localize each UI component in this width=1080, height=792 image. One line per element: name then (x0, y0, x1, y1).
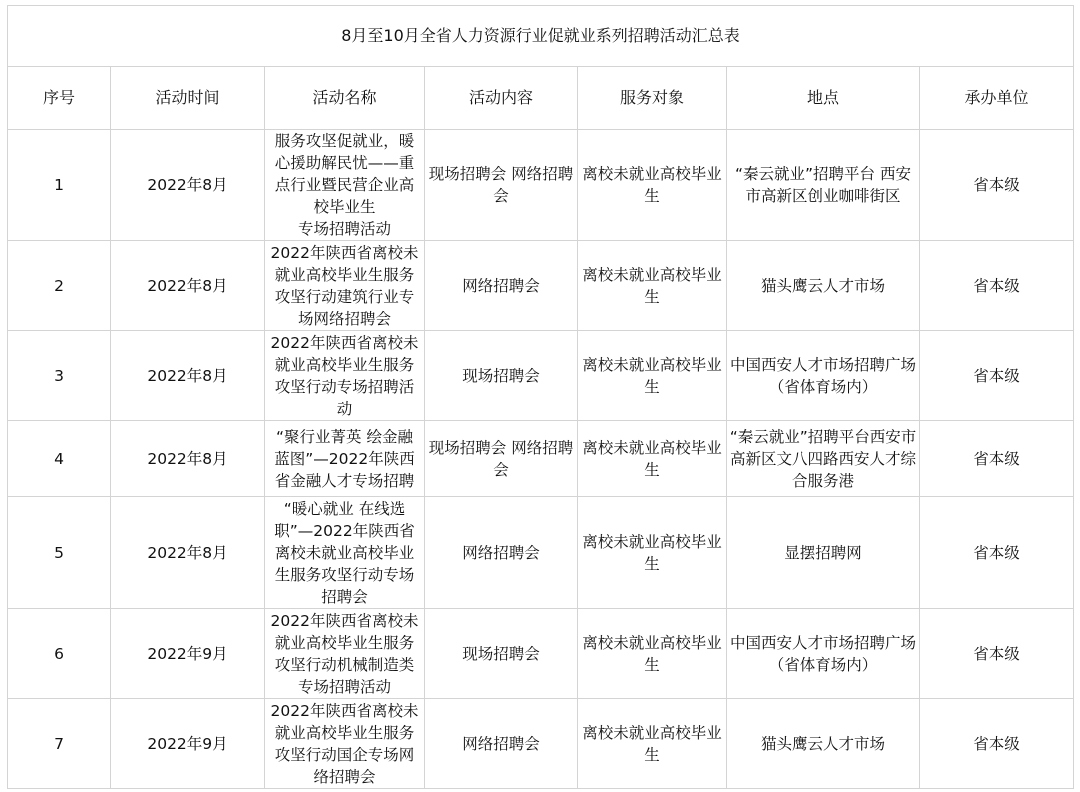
activity-name-line: 2022年陕西省离校未 (270, 243, 419, 262)
cell-target: 离校未就业高校毕业生 (578, 699, 727, 789)
cell-location: 猫头鹰云人才市场 (727, 699, 920, 789)
activity-name-line: 就业高校毕业生服务 (274, 355, 415, 374)
summary-sheet (7, 5, 1073, 789)
header-no: 序号 (8, 67, 111, 130)
cell-content: 现场招聘会 (425, 609, 578, 699)
cell-location: 中国西安人才市场招聘广场（省体育场内） (727, 609, 920, 699)
activity-name-line: 生服务攻坚行动专场 (274, 565, 415, 584)
cell-target: 离校未就业高校毕业生 (578, 331, 727, 421)
cell-target: 离校未就业高校毕业生 (578, 421, 727, 497)
cell-organizer: 省本级 (920, 331, 1074, 421)
activity-name-line: 2022年陕西省离校未 (270, 701, 419, 720)
cell-organizer: 省本级 (920, 241, 1074, 331)
cell-no: 1 (8, 130, 111, 241)
activity-name-line: 职”—2022年陕西省 (274, 521, 415, 540)
activity-name-line: 专场招聘活动 (297, 677, 391, 696)
activity-name-line: 络招聘会 (313, 767, 376, 786)
activity-name-line: 就业高校毕业生服务 (274, 633, 415, 652)
cell-location: 显摆招聘网 (727, 497, 920, 609)
cell-time: 2022年8月 (111, 130, 265, 241)
table-body (8, 130, 1074, 789)
cell-content: 网络招聘会 (425, 497, 578, 609)
cell-activity-name (265, 497, 425, 609)
cell-time: 2022年8月 (111, 421, 265, 497)
activity-name-line: 攻坚行动建筑行业专 (274, 287, 415, 306)
cell-content: 现场招聘会 网络招聘会 (425, 130, 578, 241)
cell-organizer: 省本级 (920, 609, 1074, 699)
cell-activity-name (265, 241, 425, 331)
activity-name-line: 就业高校毕业生服务 (274, 723, 415, 742)
cell-time: 2022年8月 (111, 331, 265, 421)
header-organizer: 承办单位 (920, 67, 1074, 130)
cell-no: 4 (8, 421, 111, 497)
cell-time: 2022年8月 (111, 241, 265, 331)
table-row (8, 421, 1074, 497)
activity-name-line: 攻坚行动专场招聘活 (274, 377, 415, 396)
cell-time: 2022年9月 (111, 699, 265, 789)
activity-name-line: 2022年陕西省离校未 (270, 333, 419, 352)
activity-name-line: 点行业暨民营企业高 (274, 176, 415, 194)
table-row (8, 699, 1074, 789)
activity-name-line: 服务攻坚促就业，暖 (274, 132, 415, 150)
cell-location: 中国西安人才市场招聘广场（省体育场内） (727, 331, 920, 421)
activity-name-line: 攻坚行动国企专场网 (274, 745, 415, 764)
cell-location: “秦云就业”招聘平台西安市高新区文八四路西安人才综合服务港 (727, 421, 920, 497)
table-row (8, 497, 1074, 609)
cell-location: “秦云就业”招聘平台 西安市高新区创业咖啡街区 (727, 130, 920, 241)
cell-no: 6 (8, 609, 111, 699)
cell-target: 离校未就业高校毕业生 (578, 497, 727, 609)
activity-name-line: 省金融人才专场招聘 (274, 471, 415, 490)
table-row (8, 241, 1074, 331)
table-title: 8月至10月全省人力资源行业促就业系列招聘活动汇总表 (8, 6, 1074, 67)
cell-activity-name (265, 609, 425, 699)
header-row (8, 67, 1074, 130)
activity-name-line: 离校未就业高校毕业 (274, 543, 415, 562)
table-row (8, 130, 1074, 241)
activity-name-line: 动 (336, 399, 353, 418)
header-content: 活动内容 (425, 67, 578, 130)
table-row (8, 609, 1074, 699)
cell-organizer: 省本级 (920, 130, 1074, 241)
activity-name-line: 专场招聘活动 (297, 220, 391, 238)
cell-content: 现场招聘会 (425, 331, 578, 421)
header-location: 地点 (727, 67, 920, 130)
cell-organizer: 省本级 (920, 497, 1074, 609)
recruitment-summary-table (7, 5, 1074, 789)
cell-activity-name (265, 699, 425, 789)
cell-no: 5 (8, 497, 111, 609)
cell-activity-name (265, 130, 425, 241)
activity-name-line: “聚行业菁英 绘金融 (276, 427, 413, 446)
cell-time: 2022年8月 (111, 497, 265, 609)
cell-no: 7 (8, 699, 111, 789)
cell-target: 离校未就业高校毕业生 (578, 130, 727, 241)
cell-time: 2022年9月 (111, 609, 265, 699)
header-target: 服务对象 (578, 67, 727, 130)
activity-name-line: 攻坚行动机械制造类 (274, 655, 415, 674)
cell-no: 3 (8, 331, 111, 421)
activity-name-line: 就业高校毕业生服务 (274, 265, 415, 284)
header-time: 活动时间 (111, 67, 265, 130)
cell-location: 猫头鹰云人才市场 (727, 241, 920, 331)
cell-content: 网络招聘会 (425, 699, 578, 789)
cell-activity-name (265, 331, 425, 421)
activity-name-line: “暖心就业 在线选 (283, 499, 406, 518)
cell-target: 离校未就业高校毕业生 (578, 241, 727, 331)
activity-name-line: 心援助解民忧——重 (274, 154, 415, 172)
cell-content: 网络招聘会 (425, 241, 578, 331)
cell-activity-name (265, 421, 425, 497)
title-row (8, 6, 1074, 67)
cell-organizer: 省本级 (920, 421, 1074, 497)
activity-name-line: 校毕业生 (313, 198, 376, 216)
activity-name-line: 招聘会 (321, 587, 368, 606)
activity-name-line: 蓝图”—2022年陕西 (274, 449, 415, 468)
activity-name-line: 2022年陕西省离校未 (270, 611, 419, 630)
activity-name-line: 场网络招聘会 (297, 309, 391, 328)
cell-content: 现场招聘会 网络招聘会 (425, 421, 578, 497)
cell-no: 2 (8, 241, 111, 331)
header-name: 活动名称 (265, 67, 425, 130)
cell-organizer: 省本级 (920, 699, 1074, 789)
table-row (8, 331, 1074, 421)
cell-target: 离校未就业高校毕业生 (578, 609, 727, 699)
